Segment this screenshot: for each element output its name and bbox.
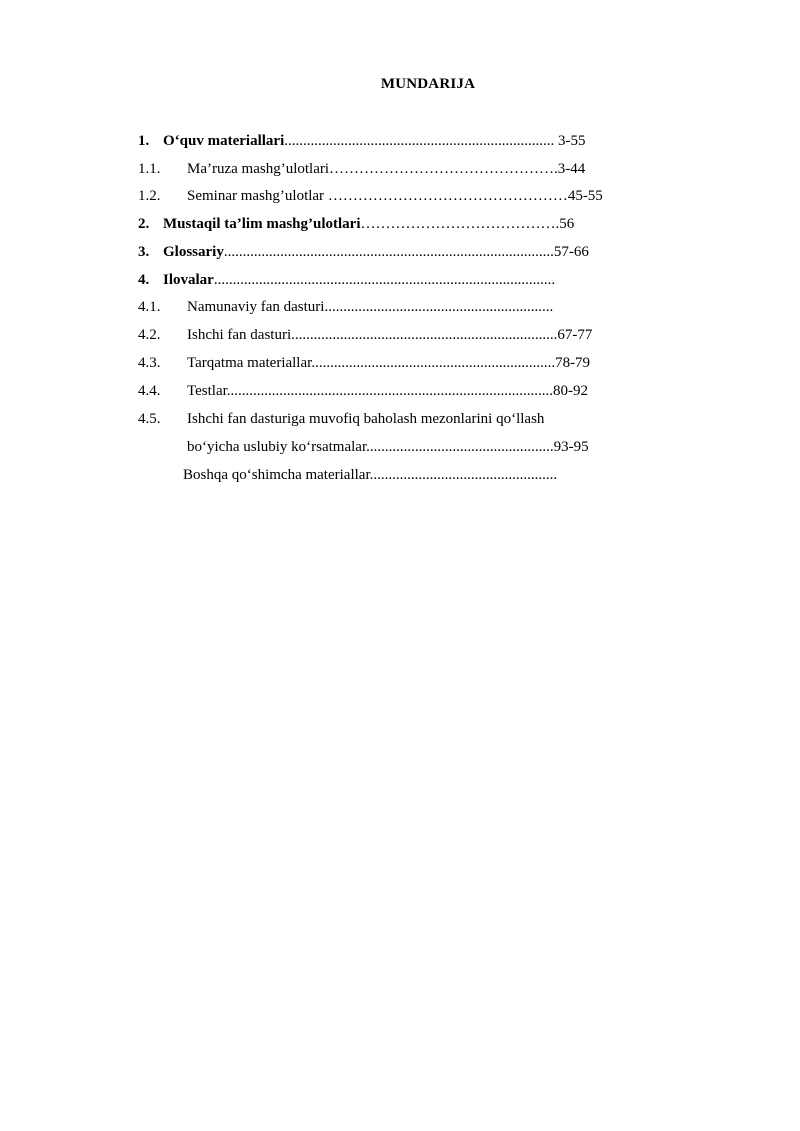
toc-label: Mustaqil ta’lim mashg’ulotlari [163, 216, 361, 232]
toc-leader: ............................................................. [324, 299, 554, 315]
toc-number: 2. [138, 216, 150, 232]
toc-number: 1. [138, 133, 150, 149]
toc-page: 80-92 [553, 383, 589, 399]
toc-page: 78-79 [555, 355, 591, 371]
toc-entry-extra[interactable] [183, 466, 557, 484]
toc-label: Seminar mashg’ulotlar [187, 188, 328, 204]
toc-entry-4[interactable] [138, 271, 555, 289]
toc-number: 1.2. [138, 188, 161, 204]
toc-entry-4-5[interactable] [138, 410, 544, 428]
toc-entry-1[interactable] [138, 132, 585, 150]
toc-leader: ........................................................................................... [213, 272, 556, 288]
toc-label: Ishchi fan dasturiga muvofiq baholash mezonlarini qo‘llash [187, 411, 545, 427]
toc-page: 56 [559, 216, 575, 232]
toc-page: 57-66 [553, 244, 589, 260]
toc-number: 4.4. [138, 383, 161, 399]
toc-entry-4-1[interactable] [138, 298, 553, 316]
toc-label: Glossariy [163, 244, 224, 260]
toc-label: Tarqatma materiallar [187, 355, 312, 371]
toc-leader: .................................................. [366, 439, 554, 455]
toc-page: 93-95 [553, 439, 589, 455]
toc-leader: …………………………………. [360, 216, 560, 232]
toc-entry-1-1[interactable] [138, 160, 585, 178]
toc-label: Ma’ruza mashg’ulotlari [187, 161, 330, 177]
toc-leader: ........................................................................................ [223, 244, 554, 260]
toc-page: 3-44 [557, 161, 586, 177]
toc-entry-3[interactable] [138, 243, 589, 261]
toc-page: 3-55 [554, 133, 586, 149]
page-title: MUNDARIJA [380, 76, 476, 92]
toc-leader: ………………………………………… [327, 188, 568, 204]
toc-label: Namunaviy fan dasturi [187, 299, 325, 315]
toc-leader: ................................................................. [311, 355, 556, 371]
toc-number: 1.1. [138, 161, 161, 177]
toc-page: 45-55 [567, 188, 603, 204]
toc-label: Ilovalar [163, 272, 214, 288]
toc-number: 4.3. [138, 355, 161, 371]
toc-entry-4-3[interactable] [138, 354, 590, 372]
toc-number: 4.5. [138, 411, 161, 427]
toc-number: 3. [138, 244, 150, 260]
toc-label: bo‘yicha uslubiy ko‘rsatmalar [187, 439, 367, 455]
toc-page: 67-77 [557, 327, 593, 343]
toc-label: Testlar [187, 383, 227, 399]
toc-label: Boshqa qo‘shimcha materiallar [183, 467, 370, 483]
toc-number: 4.2. [138, 327, 161, 343]
toc-leader: .................................................. [369, 467, 558, 483]
toc-leader: ………………………………………. [329, 161, 558, 177]
toc-entry-4-4[interactable] [138, 382, 588, 400]
toc-leader: ........................................................................ [284, 133, 555, 149]
toc-entry-4-5-continuation[interactable] [187, 438, 589, 456]
toc-leader: ....................................................................................... [226, 383, 554, 399]
toc-number: 4. [138, 272, 150, 288]
toc-label: Ishchi fan dasturi [187, 327, 292, 343]
toc-number: 4.1. [138, 299, 161, 315]
toc-entry-1-2[interactable] [138, 187, 603, 205]
toc-leader: ....................................................................... [291, 327, 558, 343]
toc-label: O‘quv materiallari [163, 133, 285, 149]
toc-entry-4-2[interactable] [138, 326, 592, 344]
toc-entry-2[interactable] [138, 215, 574, 233]
